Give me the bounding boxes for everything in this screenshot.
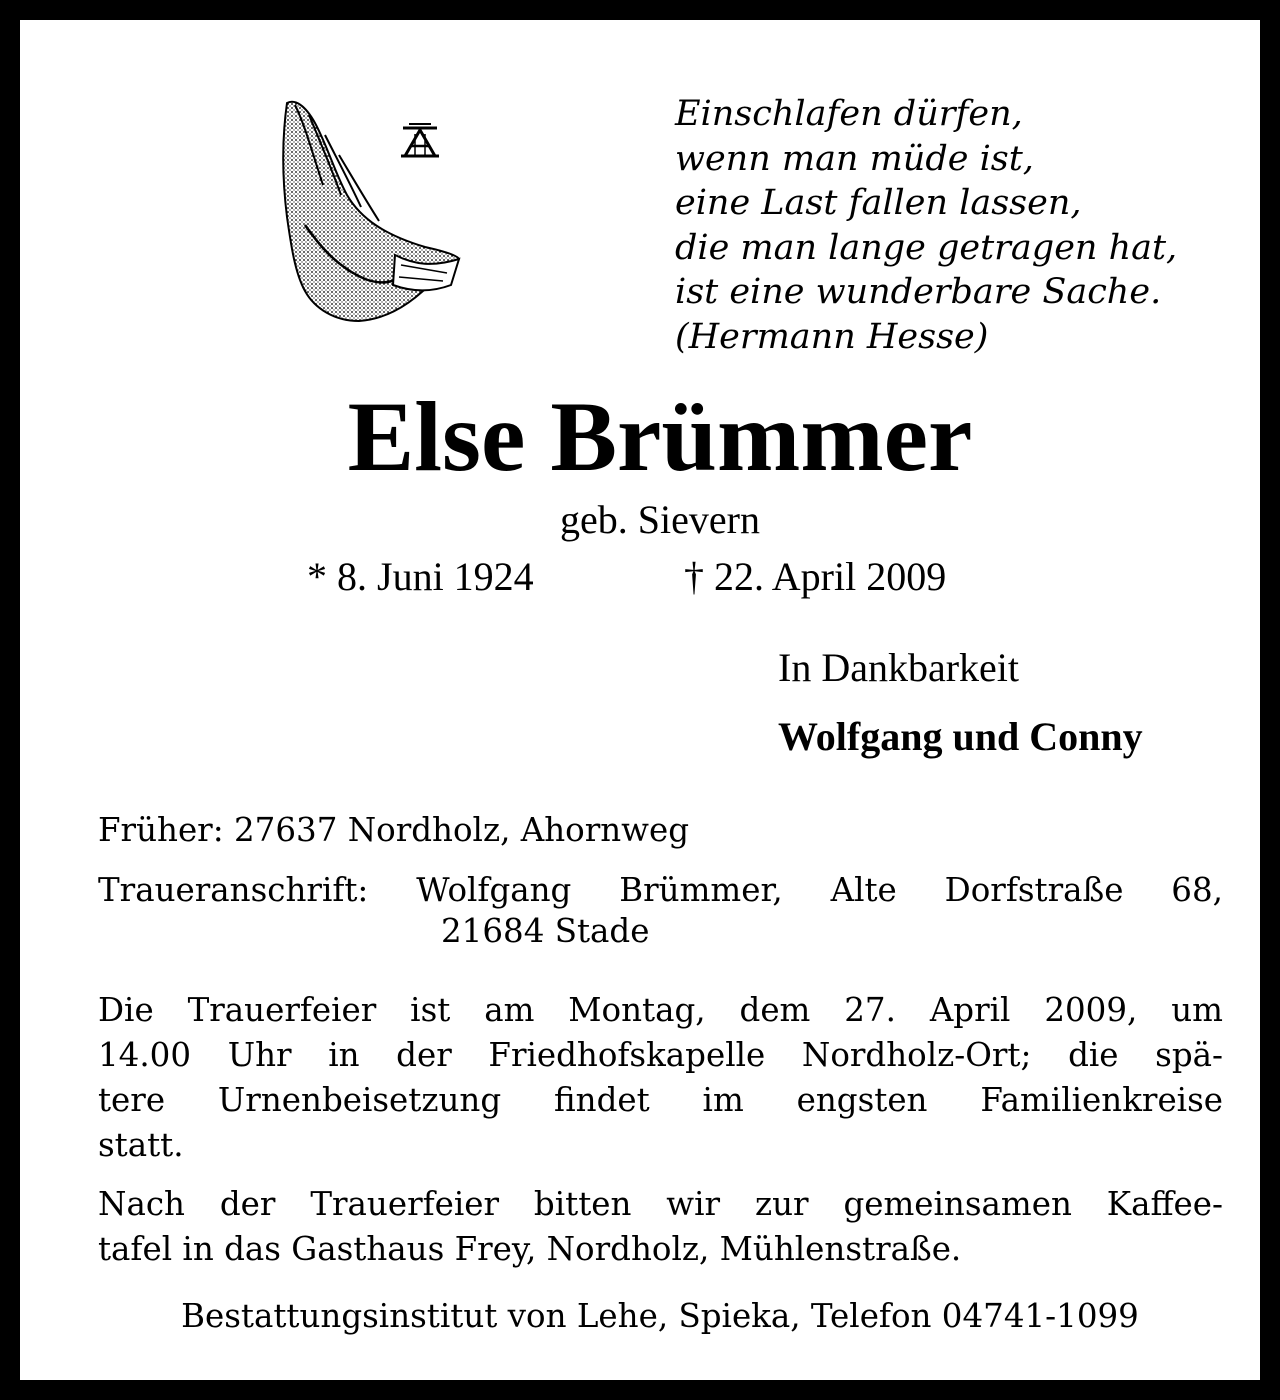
- ceremony-line: Die Trauerfeier ist am Montag, dem 27. April 2009, um: [98, 991, 1223, 1029]
- hesse-quote: [675, 92, 1177, 359]
- former-address-text: Früher: 27637 Nordholz, Ahornweg: [98, 811, 690, 849]
- funeral-home: Bestattungsinstitut von Lehe, Spieka, Telefon 04741-1099: [181, 1297, 1139, 1335]
- reception-line: Nach der Trauerfeier bitten wir zur gemeinsamen Kaffee-: [98, 1185, 1223, 1223]
- quote-line: ist eine wunderbare Sache.: [675, 272, 1162, 312]
- quote-line: eine Last fallen lassen,: [675, 183, 1082, 223]
- reception-line: tafel in das Gasthaus Frey, Nordholz, Mühlenstraße.: [98, 1230, 962, 1268]
- monogram-icon: [395, 120, 445, 160]
- deceased-name: Else Brümmer: [347, 381, 973, 492]
- closing-phrase: In Dankbarkeit: [778, 645, 1020, 690]
- quote-attribution: (Hermann Hesse): [675, 316, 989, 357]
- birth-date: * 8. Juni 1924: [307, 554, 534, 599]
- reception-paragraph: [98, 1182, 1223, 1272]
- mourning-address: [98, 868, 1223, 954]
- death-date: † 22. April 2009: [684, 554, 947, 599]
- ceremony-line: tere Urnenbeisetzung findet im engsten Familienkreise: [98, 1081, 1223, 1119]
- quote-line: Einschlafen dürfen,: [675, 94, 1023, 134]
- ceremony-line: statt.: [98, 1126, 184, 1164]
- quote-line: die man lange getragen hat,: [675, 227, 1178, 268]
- maiden-name: geb. Sievern: [560, 497, 760, 542]
- mourning-address-line-2: 21684 Stade: [441, 912, 650, 950]
- ceremony-line: 14.00 Uhr in der Friedhofskapelle Nordholz-Ort; die spä-: [98, 1036, 1223, 1074]
- former-address: [98, 808, 1223, 853]
- mourning-address-line-1: Traueranschrift: Wolfgang Brümmer, Alte Dorfstraße 68,: [98, 871, 1223, 909]
- quote-line: wenn man müde ist,: [675, 138, 1034, 179]
- ceremony-paragraph: [98, 988, 1223, 1168]
- signers: Wolfgang und Conny: [778, 714, 1143, 759]
